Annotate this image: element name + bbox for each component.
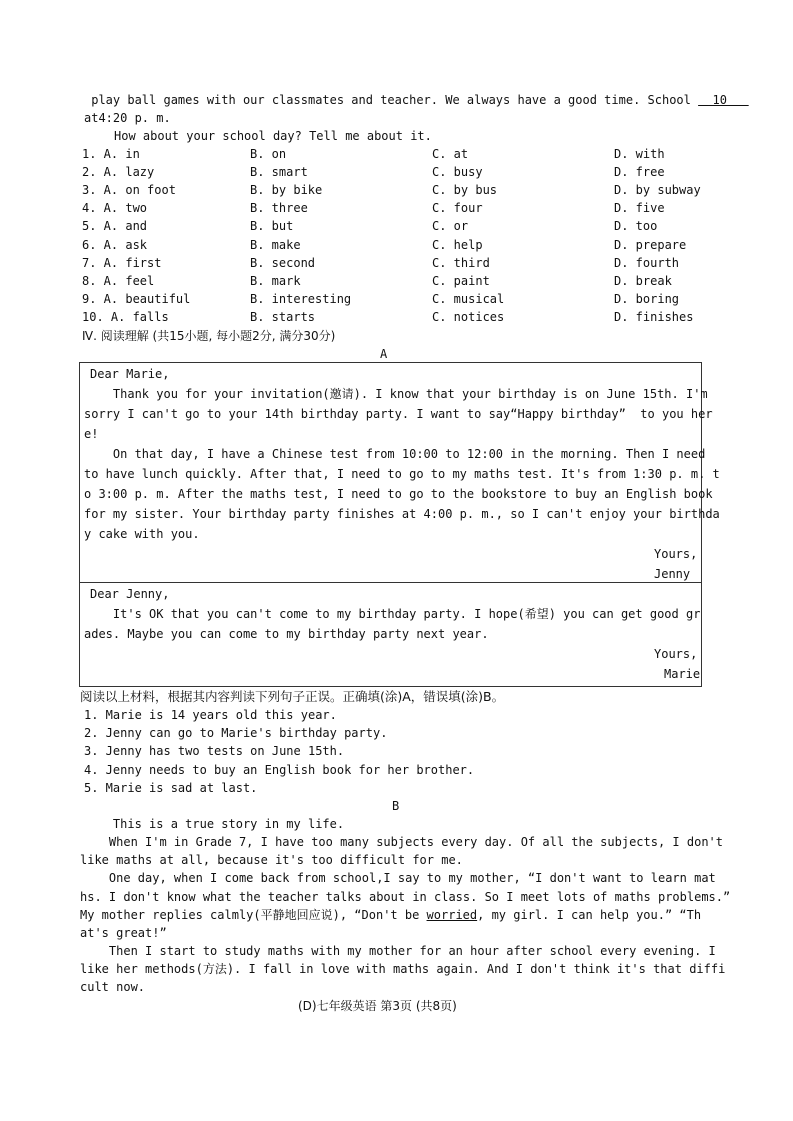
statement: 1. Marie is 14 years old this year. — [84, 708, 337, 722]
option-1-C: C. at — [432, 147, 469, 161]
passage-b-line: like maths at all, because it's too difficult for me. — [80, 853, 463, 868]
letter1-line: Thank you for your invitation(邀请). I know that your birthday is on June 15th. I'm — [84, 387, 708, 401]
option-1-A: 1. A. in — [82, 147, 140, 161]
word-worried: worried — [426, 908, 478, 922]
passage-b-line: hs. I don't know what the teacher talks about in class. So I meet lots of maths problems.” — [80, 889, 731, 904]
option-10-C: C. notices — [432, 309, 505, 324]
option-2-C: C. busy — [432, 165, 483, 180]
option-6-B: B. make — [250, 237, 301, 252]
option-3-A: 3. A. on foot — [82, 183, 176, 198]
passage-a-label: A — [380, 347, 388, 361]
option-10-A: 10. A. falls — [82, 309, 169, 324]
p3-line3-post: , my girl. I can help you.” “Th — [477, 908, 702, 922]
option-3-B: B. by bike — [250, 183, 323, 198]
option-3-D: D. by subway — [614, 183, 701, 198]
letter1-line: to have lunch quickly. After that, I need to go to my maths test. It's from 1:30 p. m. t — [84, 467, 720, 481]
option-2-A: 2. A. lazy — [82, 165, 155, 180]
option-10-B: B. starts — [250, 309, 316, 324]
option-5-D: D. too — [614, 219, 658, 234]
letter2-line: ades. Maybe you can come to my birthday party next year. — [84, 627, 489, 641]
option-3-C: C. by bus — [432, 183, 498, 198]
option-8-D: D. break — [614, 273, 672, 288]
option-5-B: B. but — [250, 219, 294, 234]
letter1-closing: Yours, — [654, 547, 698, 561]
passage-b-line: When I'm in Grade 7, I have too many subjects every day. Of all the subjects, I don't — [80, 835, 723, 849]
option-2-D: D. free — [614, 165, 665, 180]
cloze-line-3: How about your school day? Tell me about it. — [114, 129, 432, 143]
option-7-C: C. third — [432, 255, 490, 270]
page-footer: (D)七年级英语 第3页 (共8页) — [298, 999, 457, 1013]
letter1-line: e! — [84, 427, 99, 441]
letter2-closing: Yours, — [654, 647, 698, 661]
letter-divider — [79, 582, 702, 583]
passage-b-p3-line4: at's great!” — [80, 926, 167, 940]
passage-b-line: cult now. — [80, 980, 146, 995]
letter2-greeting: Dear Jenny, — [90, 587, 170, 601]
letter1-line: y cake with you. — [84, 527, 200, 541]
letter1-line: On that day, I have a Chinese test from 10:00 to 12:00 in the morning. Then I need — [84, 447, 706, 461]
option-2-B: B. smart — [250, 165, 308, 180]
letter1-line: for my sister. Your birthday party finishes at 4:00 p. m., so I can't enjoy your birthda — [84, 507, 720, 521]
option-4-C: C. four — [432, 201, 483, 216]
statement: 2. Jenny can go to Marie's birthday party. — [84, 726, 388, 741]
option-7-D: D. fourth — [614, 255, 680, 270]
letter2-line: It's OK that you can't come to my birthday party. I hope(希望) you can get good gr — [84, 607, 701, 621]
passage-b-label: B — [392, 799, 400, 813]
letter1-line: sorry I can't go to your 14th birthday party. I want to say“Happy birthday” to you her — [84, 407, 713, 421]
option-9-A: 9. A. beautiful — [82, 291, 191, 306]
letter2-signature: Marie — [664, 667, 701, 681]
option-9-D: D. boring — [614, 291, 680, 306]
option-4-D: D. five — [614, 201, 665, 216]
option-6-C: C. help — [432, 237, 483, 252]
letter1-greeting: Dear Marie, — [90, 367, 170, 381]
statement: 4. Jenny needs to buy an English book for her brother. — [84, 762, 475, 777]
option-8-C: C. paint — [432, 273, 490, 288]
option-7-A: 7. A. first — [82, 255, 162, 270]
option-7-B: B. second — [250, 255, 316, 270]
option-4-A: 4. A. two — [82, 201, 148, 216]
p3-line3-pre: My mother replies calmly(平静地回应说), “Don't be — [80, 908, 427, 922]
option-4-B: B. three — [250, 201, 308, 216]
cloze-line-1 — [84, 91, 749, 109]
blank-10: 10 — [698, 93, 749, 107]
passage-a-instruction: 阅读以上材料，根据其内容判读下列句子正误。正确填(涂)A，错误填(涂)B。 — [80, 689, 505, 704]
option-5-C: C. or — [432, 219, 469, 234]
option-10-D: D. finishes — [614, 309, 694, 324]
cloze-line-2: at4:20 p. m. — [84, 111, 171, 125]
cloze-line-1-text: play ball games with our classmates and teacher. We always have a good time. School — [84, 93, 699, 107]
passage-b-line: One day, when I come back from school,I say to my mother, “I don't want to learn mat — [80, 871, 716, 885]
letter1-signature: Jenny — [654, 567, 691, 581]
option-9-C: C. musical — [432, 291, 505, 306]
passage-b-p3-line3 — [80, 906, 701, 924]
passage-b-p1: This is a true story in my life. — [84, 817, 345, 831]
option-1-B: B. on — [250, 147, 287, 161]
option-8-A: 8. A. feel — [82, 273, 155, 288]
option-8-B: B. mark — [250, 273, 301, 288]
passage-b-line: Then I start to study maths with my mother for an hour after school every evening. I — [80, 944, 716, 958]
statement: 3. Jenny has two tests on June 15th. — [84, 744, 345, 759]
option-5-A: 5. A. and — [82, 219, 148, 234]
option-6-A: 6. A. ask — [82, 237, 148, 252]
passage-b-line: like her methods(方法). I fall in love with maths again. And I don't think it's that diffi — [80, 962, 726, 977]
option-6-D: D. prepare — [614, 237, 687, 252]
option-1-D: D. with — [614, 147, 665, 161]
letter1-line: o 3:00 p. m. After the maths test, I need to go to the bookstore to buy an English book — [84, 487, 713, 501]
option-9-B: B. interesting — [250, 291, 352, 306]
section-4-title: Ⅳ. 阅读理解 (共15小题, 每小题2分, 满分30分) — [82, 329, 336, 343]
statement: 5. Marie is sad at last. — [84, 780, 258, 795]
